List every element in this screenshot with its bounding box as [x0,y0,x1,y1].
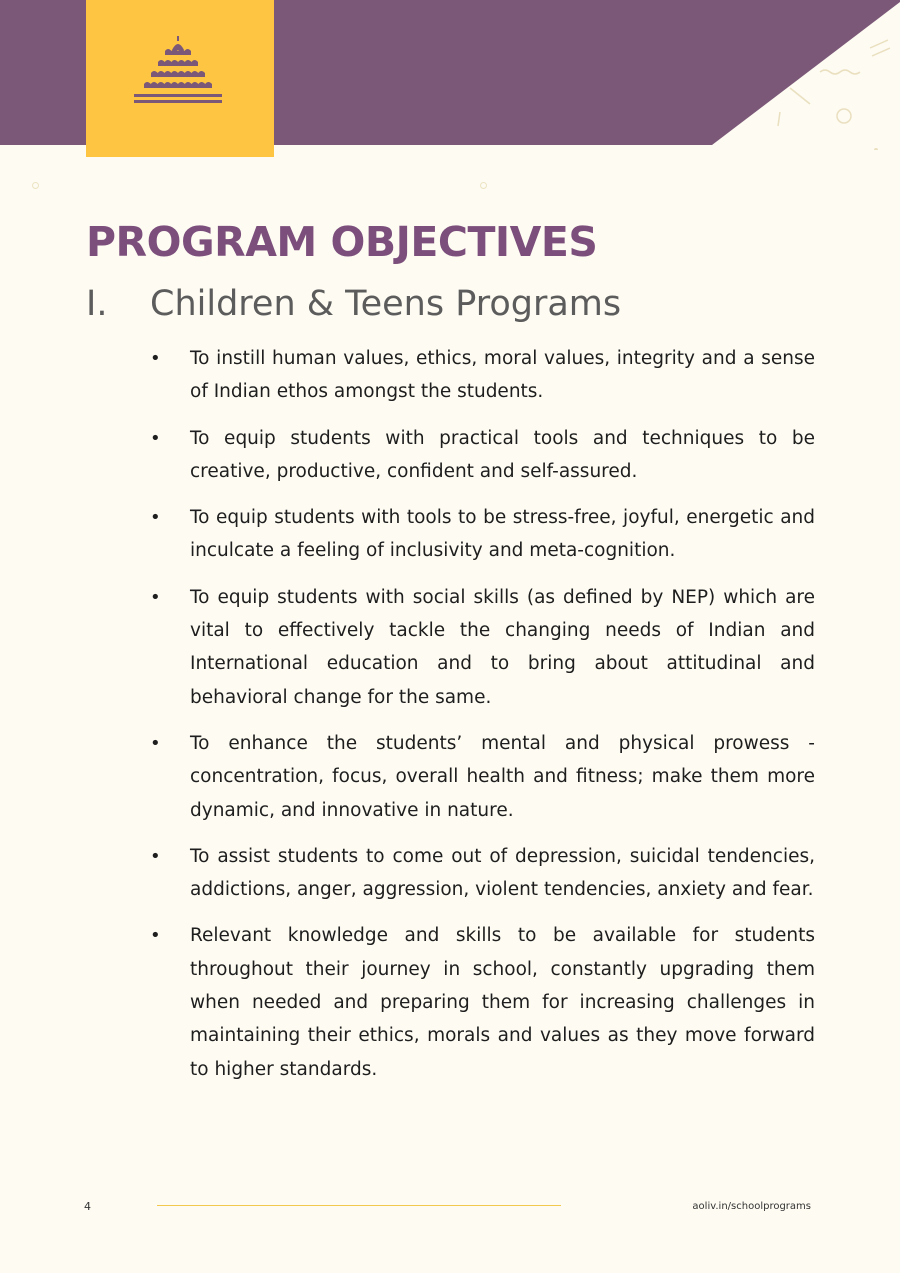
objective-text: To enhance the students’ mental and physical prowess - concentration, focus, overall health and fitness; make them more dynamic, and innovative in nature. [190,732,815,821]
footer-url: aoliv.in/schoolprograms [692,1201,811,1212]
page-title: PROGRAM OBJECTIVES [86,218,598,266]
bullet-icon: • [150,348,161,369]
objective-text: Relevant knowledge and skills to be available for students throughout their journey in school, constantly upgrading them when needed and preparing them for increasing challenges in maintaining their ethics, morals and values as they move forward to higher standards. [190,925,815,1080]
objective-text: To assist students to come out of depression, suicidal tendencies, addictions, anger, aggression, violent tendencies, anxiety and fear. [190,845,815,901]
list-item [150,840,815,907]
footer-divider [157,1205,561,1206]
list-item [150,422,815,489]
bullet-icon: • [150,507,161,529]
page-number: 4 [84,1200,91,1213]
section-title: Children & Teens Programs [150,284,622,324]
objective-text: To equip students with tools to be stress-free, joyful, energetic and inculcate a feeling of inclusivity and meta-cognition. [190,507,815,562]
objective-text: To equip students with practical tools and techniques to be creative, productive, confident and self-assured. [190,427,815,482]
logo-box [86,0,274,157]
bullet-icon: • [150,586,161,608]
list-item [150,342,815,409]
list-item [150,919,815,1085]
decorative-doodles [700,0,900,150]
objective-text: To instill human values, ethics, moral values, integrity and a sense of Indian ethos amongst the students. [190,348,815,403]
section-number: I. [86,284,108,324]
bullet-icon: • [150,732,161,754]
temple-tiers-icon [131,36,225,108]
list-item [150,501,815,568]
list-item [150,727,815,827]
objectives-list [150,342,815,1099]
bullet-icon: • [150,925,161,947]
decorative-dot [480,182,487,189]
list-item [150,581,815,714]
section-heading [86,284,621,324]
bullet-icon: • [150,845,161,867]
decorative-dot [32,182,39,189]
objective-text: To equip students with social skills (as defined by NEP) which are vital to effectively tackle the changing needs of Indian and International education and to bring about attitudinal and behavioral change for the same. [190,586,815,708]
bullet-icon: • [150,427,161,449]
